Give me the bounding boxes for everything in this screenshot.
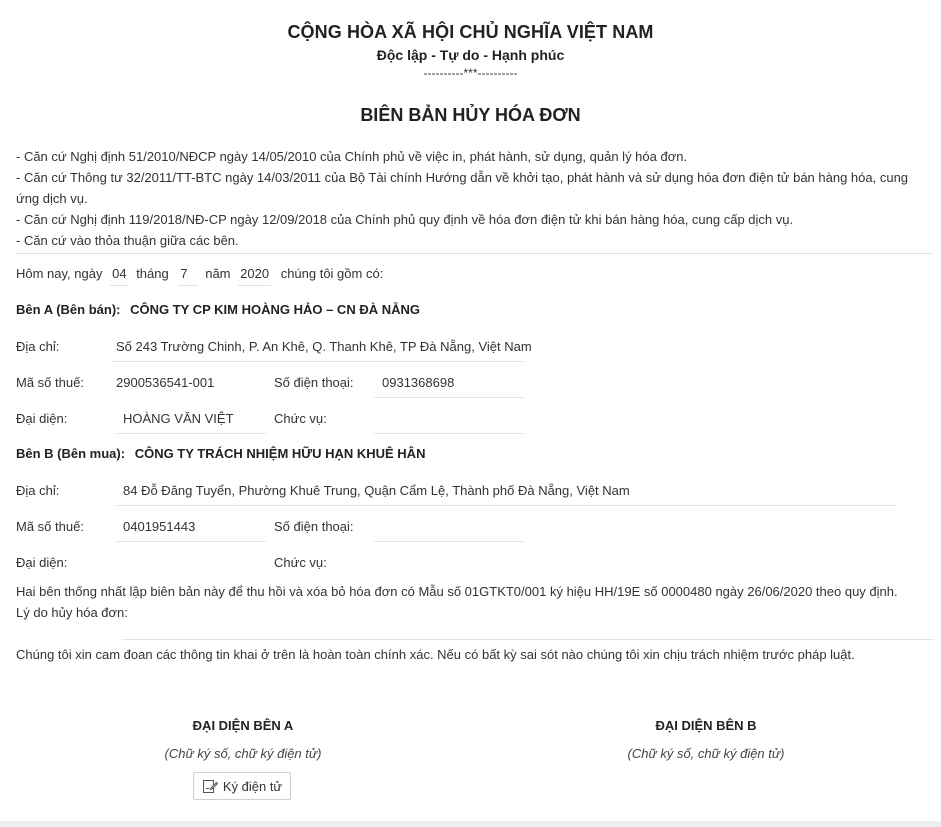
pen-signature-icon (202, 778, 218, 794)
date-prefix: Hôm nay, ngày (16, 266, 103, 281)
basis-item: - Căn cứ Nghị định 119/2018/NĐ-CP ngày 12/09/2018 của Chính phủ quy định về hóa đơn điện tử khi bán hàng hóa, cung cấp dịch vụ. (16, 212, 794, 227)
date-suffix: chúng tôi gồm có: (280, 266, 384, 281)
party-a-label: Bên A (Bên bán): (16, 302, 121, 317)
party-a-address: Số 243 Trường Chinh, P. An Khê, Q. Thanh Khê, TP Đà Nẵng, Việt Nam (116, 339, 532, 354)
year-label: năm (205, 266, 231, 281)
motto: Độc lập - Tự do - Hạnh phúc (376, 47, 565, 63)
party-a-signature-title: ĐẠI DIỆN BÊN A (192, 718, 294, 733)
party-a-heading (16, 302, 420, 317)
party-a-phone-label: Số điện thoại: (274, 375, 354, 390)
section-divider (16, 253, 933, 254)
field-underline (374, 397, 524, 398)
document-title: BIÊN BẢN HỦY HÓA ĐƠN (360, 105, 581, 125)
nation-heading: CỘNG HÒA XÃ HỘI CHỦ NGHĨA VIỆT NAM (287, 22, 654, 42)
agreement-text: Hai bên thống nhất lập biên bản này để thu hồi và xóa bỏ hóa đơn có Mẫu số 01GTKT0/001 ký hiệu HH/19E số 0000480 ngày 26/06/2020 theo quy định. (16, 584, 898, 599)
reason-label: Lý do hủy hóa đơn: (16, 605, 128, 620)
party-a-rep-label: Đại diện: (16, 411, 68, 426)
field-underline (116, 505, 896, 506)
party-b-signature-note: (Chữ ký số, chữ ký điện tử) (627, 746, 785, 761)
header-divider: ----------***---------- (423, 66, 518, 80)
party-b-address-label: Địa chỉ: (16, 483, 60, 498)
party-b-position-label: Chức vụ: (274, 555, 327, 570)
basis-item: - Căn cứ Thông tư 32/2011/TT-BTC ngày 14/03/2011 của Bộ Tài chính Hướng dẫn về khởi tạo, phát hành và sử dụng hóa đơn điện tử bán hàng hóa, cung ứng dịch vụ. (16, 170, 909, 206)
date-line (16, 266, 383, 286)
commitment-text: Chúng tôi xin cam đoan các thông tin khai ở trên là hoàn toàn chính xác. Nếu có bất kỳ sai sót nào chúng tôi xin chịu trách nhiệm trước pháp luật. (16, 647, 855, 662)
party-b-tax: 0401951443 (123, 519, 196, 534)
party-a-rep: HOÀNG VĂN VIỆT (123, 411, 234, 426)
legal-basis (16, 146, 927, 251)
party-a-signature-note: (Chữ ký số, chữ ký điện tử) (164, 746, 322, 761)
party-b-label: Bên B (Bên mua): (16, 446, 126, 461)
field-underline (374, 433, 524, 434)
party-b-phone-label: Số điện thoại: (274, 519, 354, 534)
field-underline (116, 541, 266, 542)
party-b-signature-title: ĐẠI DIỆN BÊN B (655, 718, 757, 733)
month-label: tháng (136, 266, 169, 281)
basis-item: - Căn cứ Nghị định 51/2010/NĐCP ngày 14/05/2010 của Chính phủ về việc in, phát hành, sử dụng, quản lý hóa đơn. (16, 149, 688, 164)
e-sign-button-label: Ký điện tử (222, 778, 283, 794)
party-a-phone: 0931368698 (382, 375, 455, 390)
party-a-tax: 2900536541-001 (116, 375, 215, 390)
footer-bar (0, 821, 941, 827)
party-a-name: CÔNG TY CP KIM HOÀNG HẢO – CN ĐÀ NẴNG (130, 302, 420, 317)
party-a-tax-label: Mã số thuế: (16, 375, 84, 390)
party-b-rep-label: Đại diện: (16, 555, 68, 570)
field-underline (112, 361, 524, 362)
year-field: 2020 (238, 266, 271, 286)
reason-underline (122, 639, 934, 640)
field-underline (374, 541, 524, 542)
party-a-position-label: Chức vụ: (274, 411, 327, 426)
party-b-address: 84 Đỗ Đăng Tuyển, Phường Khuê Trung, Quận Cẩm Lệ, Thành phố Đà Nẵng, Việt Nam (123, 483, 630, 498)
field-underline (116, 433, 266, 434)
day-field: 04 (110, 266, 128, 286)
basis-item: - Căn cứ vào thỏa thuận giữa các bên. (16, 233, 239, 248)
party-b-tax-label: Mã số thuế: (16, 519, 84, 534)
party-a-address-label: Địa chỉ: (16, 339, 60, 354)
month-field: 7 (178, 266, 197, 286)
party-b-heading (16, 446, 425, 461)
party-b-name: CÔNG TY TRÁCH NHIỆM HỮU HẠN KHUÊ HÂN (134, 446, 426, 461)
e-sign-button[interactable] (193, 772, 291, 800)
